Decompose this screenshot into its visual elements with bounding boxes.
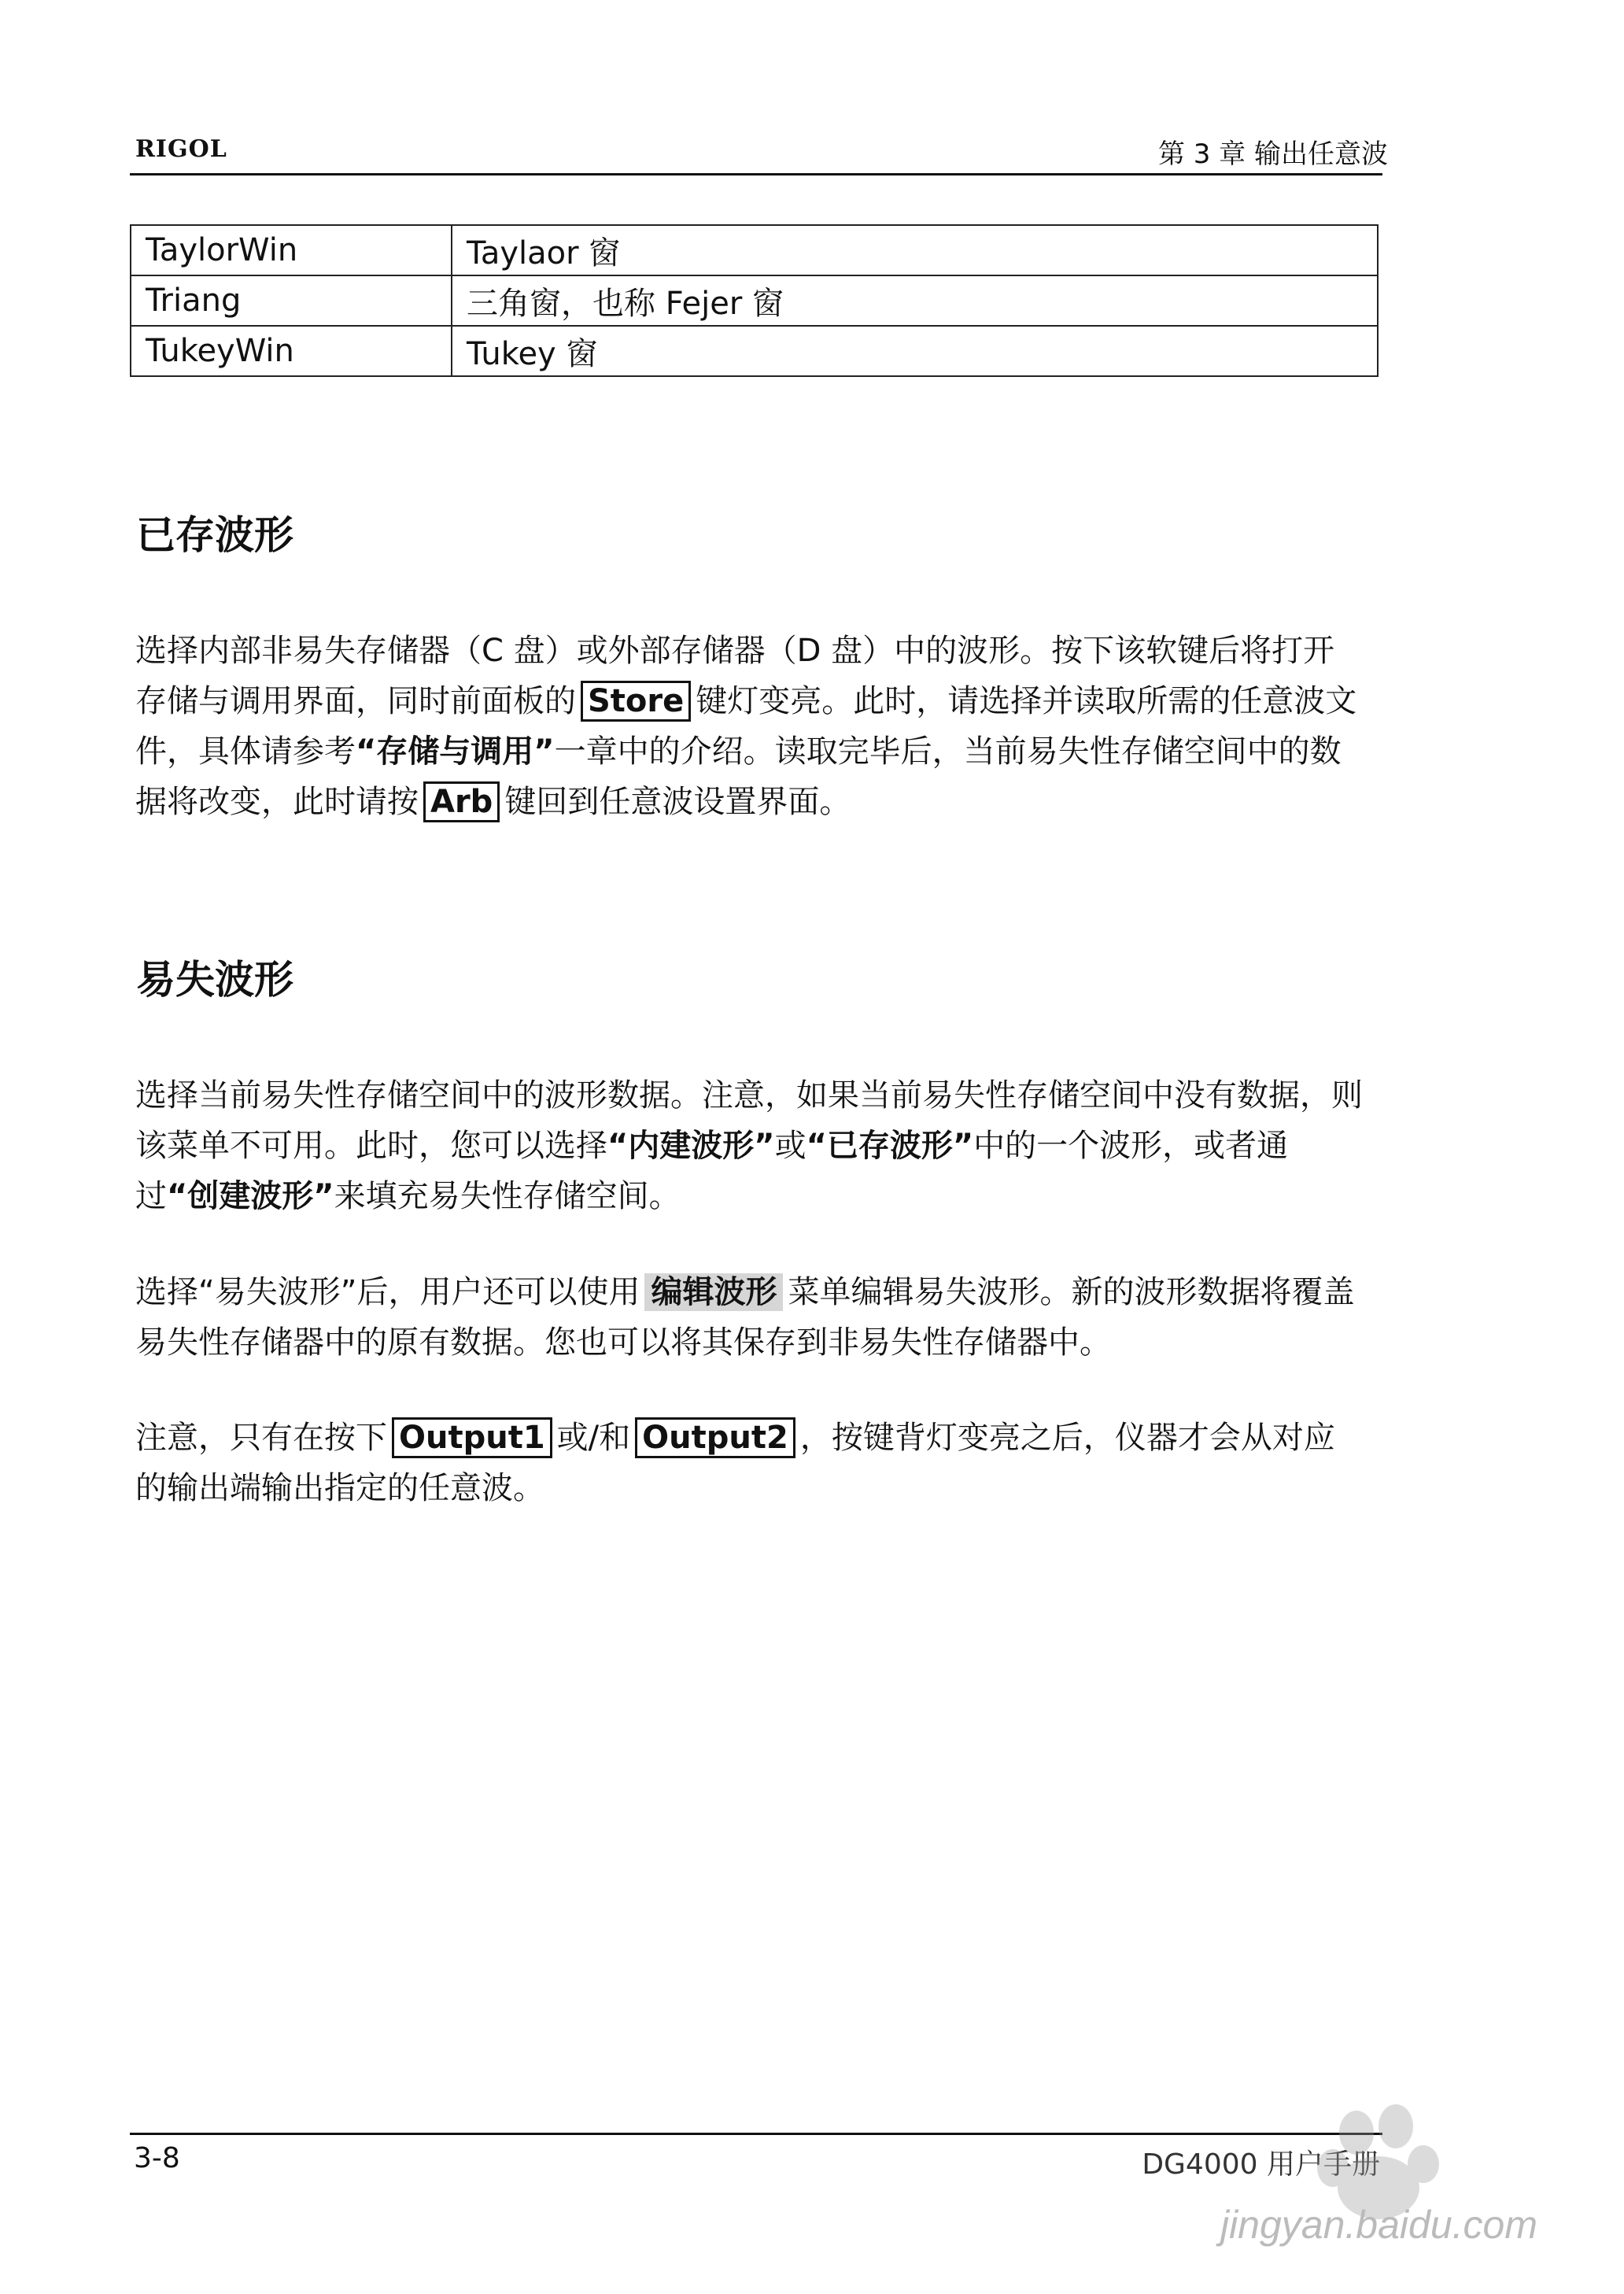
output1-key-label: Output1: [392, 1417, 552, 1458]
text-segment: ，按键背灯变亮之后，仪器才会从对应的输出端输出指定的任意波。: [135, 1420, 1335, 1506]
window-function-table: [130, 224, 1379, 377]
window-desc: 三角窗，也称 Fejer 窗: [452, 275, 1378, 326]
create-reference: “创建波形”: [167, 1178, 334, 1214]
text-segment: 选择内部非易失存储器（C 盘）或外部存储器（D 盘）中的波形。按下该软键后将打开存储与调用界面，同时前面板的: [135, 633, 1335, 719]
volatile-paragraph-3: [135, 1413, 1363, 1513]
window-desc: Taylaor 窗: [452, 225, 1378, 275]
text-segment: 菜单编辑易失波形。新的波形数据将覆盖易失性存储器中的原有数据。您也可以将其保存到非易失性存储器中。: [135, 1274, 1355, 1361]
window-name: TaylorWin: [131, 225, 452, 275]
watermark-url: jingyan.baidu.com: [1220, 2203, 1537, 2247]
text-segment: 一章中的介绍。读取完毕后，当前易失性存储空间中的数据将改变，此时请按: [135, 733, 1342, 820]
arb-key-label: Arb: [423, 781, 500, 822]
section-title-volatile: 易失波形: [136, 957, 293, 1003]
window-name: TukeyWin: [131, 326, 452, 376]
text-segment: 中的一个波形，或者通过: [135, 1128, 1289, 1214]
builtin-reference: “内建波形”: [607, 1128, 775, 1164]
manual-title: DG4000 用户手册: [1142, 2148, 1380, 2181]
table-row: [131, 225, 1378, 275]
stored-reference: “已存波形”: [806, 1128, 974, 1164]
chapter-title: 第 3 章 输出任意波: [1157, 139, 1388, 170]
chapter-reference: “存储与调用”: [356, 733, 555, 770]
window-desc: Tukey 窗: [452, 326, 1378, 376]
brand-logo: RIGOL: [135, 135, 227, 163]
stored-paragraph: [135, 626, 1363, 827]
store-key-label: Store: [581, 681, 691, 722]
text-segment: 注意，只有在按下: [135, 1420, 387, 1456]
header-divider: [130, 173, 1382, 175]
output2-key-label: Output2: [635, 1417, 795, 1458]
text-segment: 键回到任意波设置界面。: [504, 784, 851, 820]
text-segment: 选择“易失波形”后，用户还可以使用: [135, 1274, 640, 1310]
volatile-paragraph-2: [135, 1267, 1363, 1368]
edit-waveform-menu-label: 编辑波形: [644, 1273, 783, 1311]
text-segment: 键灯变亮。此时，请选择并读取所需的任意波文件，具体请参考: [135, 683, 1357, 770]
window-name: Triang: [131, 275, 452, 326]
table-row: [131, 275, 1378, 326]
page-number: 3-8: [134, 2142, 180, 2174]
table-row: [131, 326, 1378, 376]
text-segment: 来填充易失性存储空间。: [334, 1178, 681, 1214]
text-segment: 或: [774, 1128, 806, 1164]
volatile-paragraph-1: [135, 1070, 1363, 1221]
footer-divider: [130, 2133, 1382, 2135]
text-segment: 或/和: [556, 1420, 631, 1456]
text-segment: 选择当前易失性存储空间中的波形数据。注意，如果当前易失性存储空间中没有数据，则该菜单不可用。此时，您可以选择: [135, 1077, 1363, 1164]
section-title-stored: 已存波形: [136, 512, 293, 558]
